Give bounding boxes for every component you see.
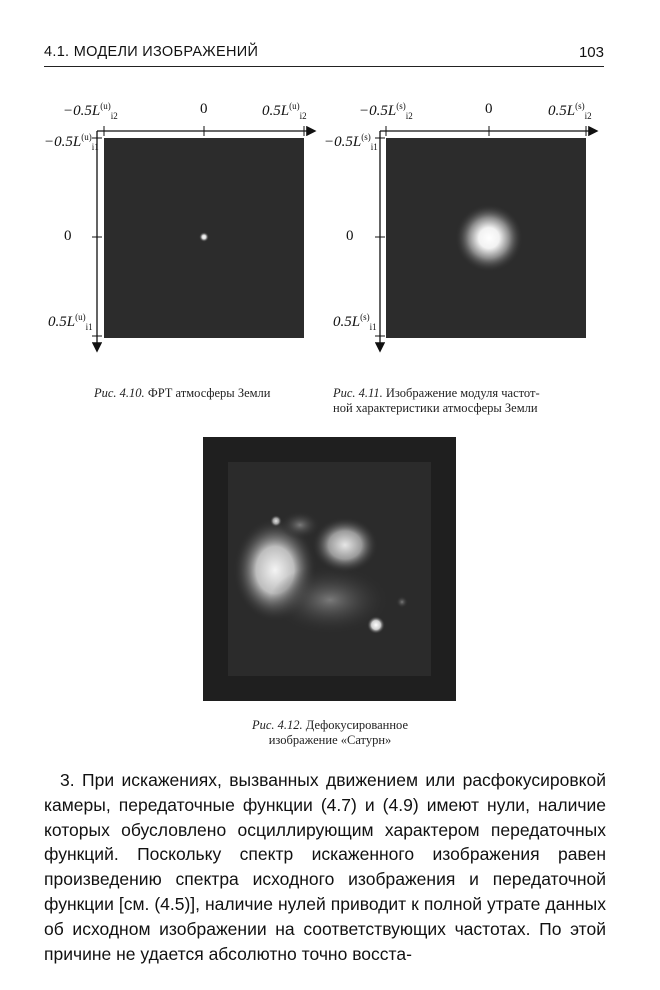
- tick-top-right: $0.5L^{(u)}_{i2}$: [262, 101, 307, 121]
- caption-4-12: Рис. 4.12. Дефокусированное изображение «Сатурн»: [251, 718, 409, 747]
- saturn-upper-blob: [312, 517, 378, 573]
- tick-top-mid: 0: [200, 101, 208, 117]
- tick-top-right: $0.5L^{(s)}_{i2}$: [548, 101, 592, 121]
- tick-left-bottom: $0.5L^{(s)}_{i1}$: [333, 312, 377, 332]
- tick-top-left: $-0.5L^{(s)}_{i2}$: [359, 101, 413, 121]
- tick-top-mid: 0: [485, 101, 493, 117]
- tick-left-top: $-0.5L^{(u)}_{i1}$: [44, 132, 99, 152]
- tick-top-left: $-0.5L^{(u)}_{i2}$: [63, 101, 118, 121]
- body-paragraph: [44, 768, 606, 966]
- caption-4-10: Рис. 4.10. ФРТ атмосферы Земли: [94, 386, 271, 400]
- caption-4-11: Рис. 4.11. Изображение модуля частот- ной характеристики атмосферы Земли: [333, 386, 540, 415]
- paragraph-3: 3. При искажениях, вызванных движением или расфокусировкой камеры, передаточные функции (4.7) и (4.9) имеют нули, наличие которых обусловлено осциллирующим характером передаточных функций. Поскольку спектр искаженного изображения равен произведению спектра исходного изображения и передаточной функции [см. (4.5)], наличие нулей приводит к полной утрате данных об исходном изображении на соответствующих частотах. По этой причине не удается абсолютно точно восста-: [44, 770, 606, 964]
- section-title: 4.1. МОДЕЛИ ИЗОБРАЖЕНИЙ: [44, 44, 259, 60]
- tick-left-mid: 0: [64, 228, 72, 244]
- tick-left-bottom: $0.5L^{(u)}_{i1}$: [48, 312, 93, 332]
- saturn-moon: [367, 616, 385, 634]
- tick-left-top: $-0.5L^{(s)}_{i1}$: [324, 132, 378, 152]
- tick-left-mid: 0: [346, 228, 354, 244]
- page-number: 103: [578, 44, 604, 61]
